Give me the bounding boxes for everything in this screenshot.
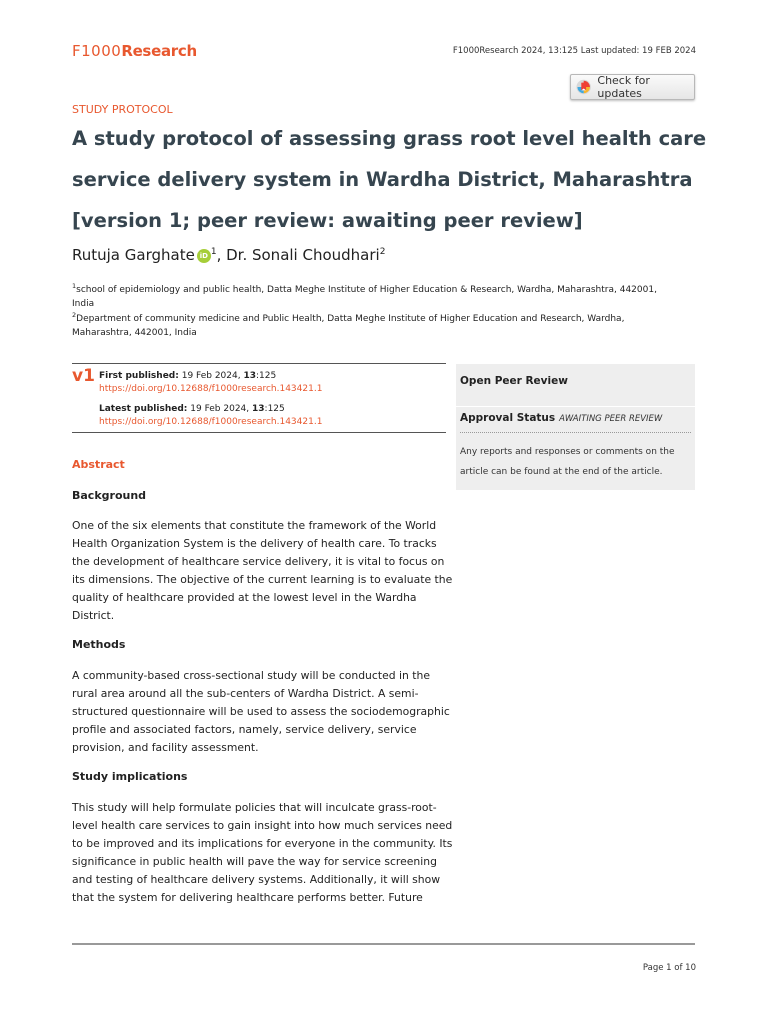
approval-status: Approval Status AWAITING PEER REVIEW — [456, 406, 695, 432]
peer-review-heading: Open Peer Review — [460, 375, 568, 387]
affiliation-2: $^2$Department of community medicine and Public Health, Datta Meghe Institute of Higher Education and Research, Wardha, Maharashtra, 442001, India — [72, 311, 625, 338]
latest-published: Latest published: 19 Feb 2024, 13:125 https://doi.org/10.12688/f1000research.143421.1 — [99, 404, 323, 427]
status-value: AWAITING PEER REVIEW — [559, 414, 663, 424]
divider — [72, 363, 446, 364]
affiliation-marker: 2 — [379, 247, 386, 257]
methods-text: A community-based cross-sectional study will be conducted in the rural area around all the sub-centers of Wardha District. A semi- structured questionnaire will be used to assess the sociodemographic profile and associated factors, namely, service delivery, service provision, and facility assessment. — [72, 669, 450, 754]
version-badge: v1 — [72, 366, 95, 386]
footer-divider — [72, 943, 695, 945]
author-list: Rutuja Garghate iD $^1$, Dr. Sonali Choudhari$^2$ — [72, 246, 386, 264]
background-heading: Background — [72, 489, 147, 502]
check-for-updates-label: Check for updates — [597, 74, 650, 100]
title-line: [version 1; peer review: awaiting peer review] — [72, 209, 583, 232]
check-for-updates-button[interactable] — [570, 74, 695, 100]
crossmark-icon — [576, 79, 591, 95]
first-published: First published: 19 Feb 2024, 13:125 https://doi.org/10.12688/f1000research.143421.1 — [99, 371, 323, 394]
journal-meta: F1000Research 2024, 13:125 Last updated: 19 FEB 2024 — [452, 46, 696, 56]
page-number: Page 1 of 10 — [642, 963, 696, 973]
implications-heading: Study implications — [72, 770, 188, 783]
article-type: STUDY PROTOCOL — [72, 103, 173, 116]
methods-heading: Methods — [72, 638, 126, 651]
abstract-heading: Abstract — [72, 458, 125, 471]
latest-doi-link[interactable]: https://doi.org/10.12688/f1000research.143421.1 — [99, 417, 323, 427]
title-line: service delivery system in Wardha District, Maharashtra — [72, 168, 693, 191]
affiliation-1: $^1$school of epidemiology and public health, Datta Meghe Institute of Higher Education & Research, Wardha, Maharashtra, 442001, India — [72, 282, 657, 309]
orcid-icon[interactable]: iD — [197, 249, 211, 263]
f1000research-logo: F1000Research — [72, 42, 197, 60]
background-text: One of the six elements that constitute the framework of the World Health Organization System is the delivery of health care. To tracks the development of healthcare service delivery, it is vital to focus on its dimensions. The objective of the current learning is to evaluate the quality of healthcare provided at the lowest level in the Wardha District. — [72, 519, 453, 622]
divider — [72, 432, 446, 433]
article-title — [72, 118, 707, 241]
implications-text: This study will help formulate policies that will inculcate grass-root- level health care services to gain insight into how much services need to be improved and its implications for everyone in the community. Its significance in public health will pave the way for service screening and testing of healthcare delivery systems. Additionally, it will show that the system for delivering healthcare performs better. Future — [72, 801, 453, 904]
author-name[interactable]: Dr. Sonali Choudhari — [226, 246, 380, 264]
peer-review-panel — [456, 364, 695, 490]
title-line: A study protocol of assessing grass root level health care — [72, 127, 707, 150]
author-name[interactable]: Rutuja Garghate — [72, 246, 195, 264]
affiliation-marker: 1 — [210, 247, 217, 257]
first-doi-link[interactable]: https://doi.org/10.12688/f1000research.143421.1 — [99, 384, 323, 394]
peer-review-note: Any reports and responses or comments on the article can be found at the end of the article. — [460, 447, 675, 477]
